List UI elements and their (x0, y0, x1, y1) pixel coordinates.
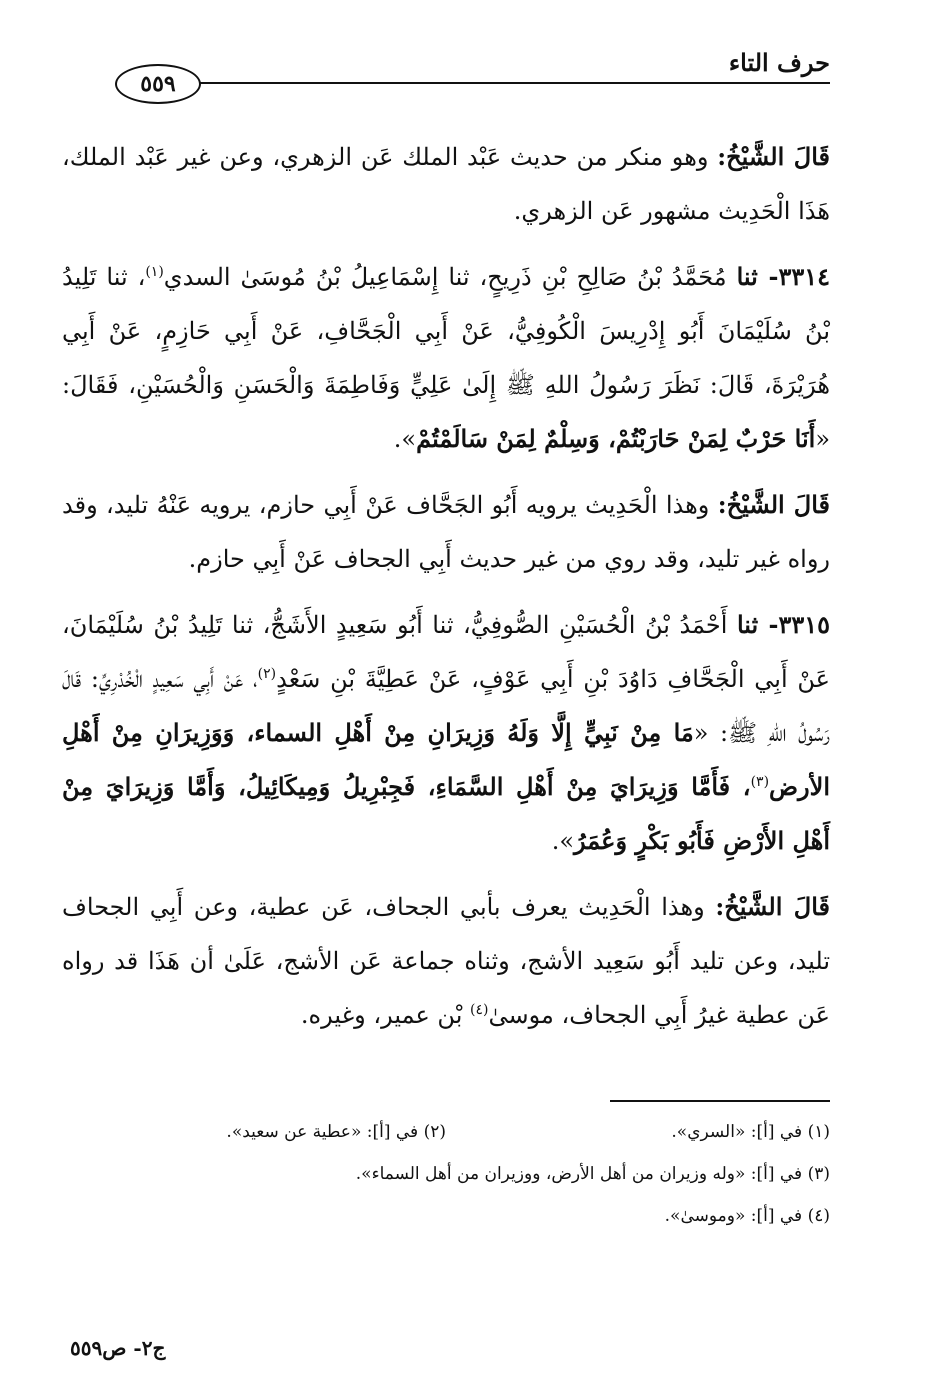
paragraph-text: وهو منكر من حديث عَبْد الملك عَن الزهري، وعن غير عَبْد الملك، هَذَا الْحَدِيث مشهور عَن الزهري. (62, 143, 830, 225)
header-rule (198, 82, 830, 84)
page-number-badge: ٥٥٩ (115, 64, 201, 104)
hadith-matn: أَنَا حَرْبٌ لِمَنْ حَارَبْتُمْ، وَسِلْمٌ لِمَنْ سَالَمْتُمْ (416, 424, 816, 453)
isnad-text: مُحَمَّدُ بْنُ صَالِحِ بْنِ ذَرِيحٍ، ثنا إِسْمَاعِيلُ بْنُ مُوسَىٰ السدي (163, 263, 737, 291)
main-text (62, 130, 830, 1054)
isnad-text-cont: ، عَنْ أَبِي سَعِيدٍ الْخُدْرِيِّ: قَالَ رَسُولُ اللهِ ﷺ: « (62, 665, 830, 747)
closing-quote: ». (393, 425, 417, 453)
section-title: حرف التاء (728, 48, 830, 77)
isnad-text: أَحْمَدُ بْنُ الْحُسَيْنِ الصُّوفِيُّ، ثنا أَبُو سَعِيدٍ الأَشَجُّ، ثنا تَلِيدُ بْنُ سُلَيْمَانَ، عَنْ أَبِي الْجَحَّافِ دَاوُدَ بْنِ أَبِي عَوْفٍ، عَنْ عَطِيَّةَ بْنِ سَعْدٍ (62, 611, 830, 693)
sheikh-label: قَالَ الشَّيْخُ: (717, 490, 831, 519)
sheikh-label: قَالَ الشَّيْخُ: (717, 142, 831, 171)
hadith-3315 (62, 598, 830, 868)
footnote-marker-2[interactable]: (٢) (257, 666, 277, 682)
page-footer-reference: ج٢- ص٥٥٩ (70, 1336, 166, 1360)
footnote-2: (٢) في [أ]: «عطية عن سعيد». (226, 1122, 446, 1142)
footnote-4: (٤) في [أ]: «وموسىٰ». (664, 1206, 830, 1226)
hadith-3314 (62, 250, 830, 466)
footnotes (62, 1118, 830, 1244)
paragraph-3 (62, 478, 830, 586)
footnote-row (62, 1118, 830, 1146)
paragraph-text: وهذا الْحَدِيث يعرف بأبي الجحاف، عَن عطية، وعن أَبِي الجحاف تليد، وعن تليد أَبُو سَعِيد الأشج، وثناه جماعة عَن الأشج، عَلَىٰ أن هَذَا قد رواه عَن عطية غيرُ أَبِي الجحاف، موسىٰ (62, 893, 830, 1029)
footnote-1: (١) في [أ]: «السري». (671, 1122, 830, 1142)
footnote-marker-1[interactable]: (١) (145, 264, 164, 280)
footnote-marker-3[interactable]: (٣) (750, 774, 770, 790)
thana-keyword: ثنا (736, 262, 769, 291)
thana-keyword: ثنا (736, 610, 769, 639)
hadith-matn: مَا مِنْ نَبِيٍّ إِلَّا وَلَهُ وَزِيرَانِ مِنْ أَهْلِ السماء، وَوَزِيرَانِ مِنْ أَهْلِ الأرض (62, 718, 830, 801)
hadith-number: ٣٣١٤- (768, 262, 831, 291)
paragraph-text-cont: بْن عمير، وغيره. (300, 1001, 471, 1029)
hadith-matn-cont: ، فَأَمَّا وَزِيرَايَ مِنْ أَهْلِ السَّمَاءِ، فَجِبْرِيلُ وَمِيكَائِيلُ، وَأَمَّا وَزِيرَايَ مِنْ أَهْلِ الأَرْضِ فَأَبُو بَكْرٍ وَعُمَرُ (62, 772, 830, 855)
footnote-row (62, 1160, 830, 1188)
paragraph-1 (62, 130, 830, 238)
footnote-marker-4[interactable]: (٤) (470, 1002, 489, 1018)
hadith-number: ٣٣١٥- (768, 610, 831, 639)
footnote-row (62, 1202, 830, 1230)
footnote-3: (٣) في [أ]: «وله وزيران من أهل الأرض، ووزيران من أهل السماء». (355, 1164, 830, 1184)
paragraph-5 (62, 880, 830, 1042)
page-header (60, 44, 830, 104)
footnote-rule (610, 1100, 830, 1102)
isnad-text-cont: ، ثنا تَلِيدُ بْنُ سُلَيْمَانَ أَبُو إِدْرِيسَ الْكُوفِيُّ، عَنْ أَبِي الْجَحَّافِ، عَنْ أَبِي حَازِمٍ، عَنْ أَبِي هُرَيْرَةَ، قَالَ: نَظَرَ رَسُولُ اللهِ ﷺ إِلَىٰ عَلِيٍّ وَفَاطِمَةَ وَالْحَسَنِ وَالْحُسَيْنِ، فَقَالَ: « (62, 263, 830, 453)
paragraph-text: وهذا الْحَدِيث يرويه أَبُو الجَحَّاف عَنْ أَبِي حازم، يرويه عَنْهُ تليد، وقد رواه غير تليد، وقد روي من غير حديث أَبِي الجحاف عَنْ أَبِي حازم. (62, 491, 830, 573)
sheikh-label: قَالَ الشَّيْخُ: (715, 892, 831, 921)
closing-quote: ». (551, 827, 575, 855)
